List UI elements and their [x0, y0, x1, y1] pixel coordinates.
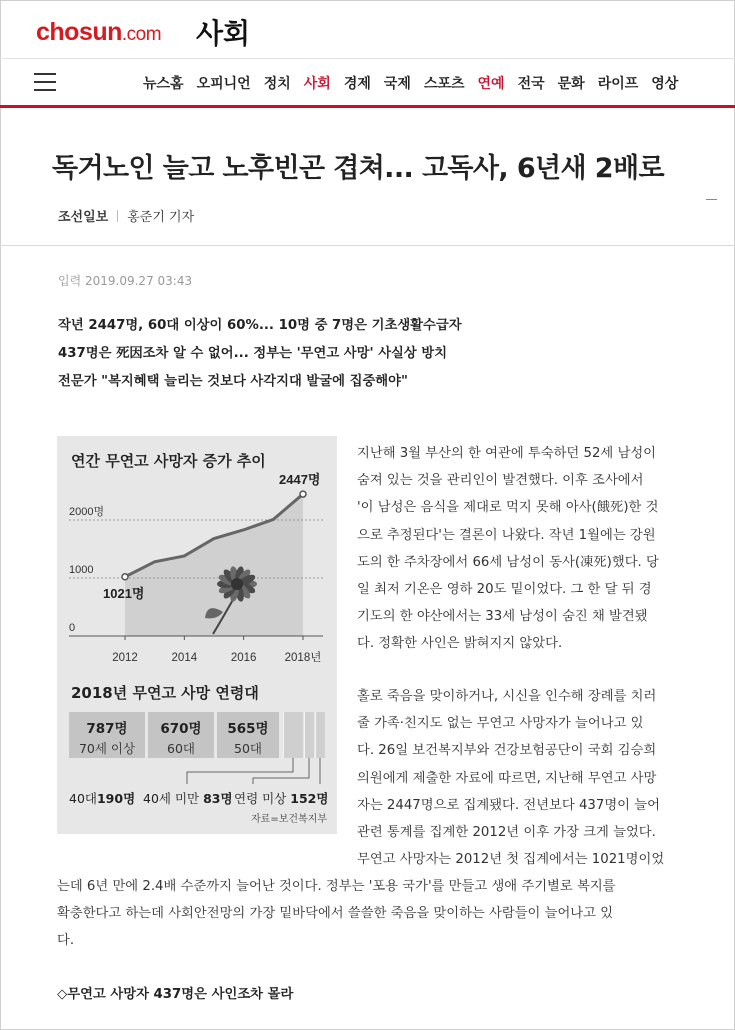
age-box-50s: 565명 50대 — [217, 712, 279, 758]
menu-icon[interactable] — [34, 73, 56, 91]
age-chart-title: 2018년 무연고 사망 연령대 — [71, 684, 259, 702]
text-line: 숨져 있는 것을 관리인이 발견했다. 이후 조사에서 — [357, 473, 644, 489]
text-line: 관련 통계를 집계한 2012년 이후 가장 크게 늘었다. — [357, 825, 656, 841]
reporter-name[interactable]: 홍준기 기자 — [127, 210, 195, 225]
text-line: 무연고 사망자는 2012년 첫 집계에서는 1021명이었 — [357, 852, 665, 868]
section-title[interactable]: 사회 — [196, 17, 251, 50]
text-line: 는데 6년 만에 2.4배 수준까지 늘어난 것이다. 정부는 '포용 국가'를 만들고 생애 주기별로 복지를 — [57, 879, 616, 894]
chart-source: 자료=보건복지부 — [251, 814, 327, 825]
age-label-40s: 40대190명 — [69, 791, 136, 806]
text-line: 의원에게 제출한 자료에 따르면, 지난해 무연고 사망 — [357, 770, 657, 786]
text-line: '이 남성은 음식을 제대로 먹지 못해 아사(餓死)한 것 — [357, 500, 659, 516]
article-subheading: ◇무연고 사망자 437명은 사인조차 몰라 — [57, 987, 294, 1002]
nav-item[interactable]: 경제 — [343, 76, 371, 92]
data-label-last: 2447명 — [279, 472, 321, 488]
nav-item[interactable]: 오피니언 — [196, 76, 251, 92]
y-tick-label: 0 — [69, 622, 76, 634]
text-line: 437명은 死因조차 알 수 없어... 정부는 '무연고 사망' 사실상 방치 — [58, 346, 448, 361]
text-line: 작년 2447명, 60대 이상이 60%... 10명 중 7명은 기초생활수급자 — [58, 318, 462, 333]
infographic — [57, 436, 337, 834]
nav-item[interactable]: 문화 — [557, 76, 585, 92]
nav-item[interactable]: 라이프 — [597, 76, 639, 92]
y-tick-label: 1000 — [69, 564, 94, 576]
text-line: 다. — [57, 933, 75, 949]
chart-title: 연간 무연고 사망자 증가 추이 — [71, 452, 266, 470]
text-line: 자는 2447명으로 집계됐다. 전년보다 437명이 늘어 — [357, 797, 660, 813]
text-line: 전문가 "복지혜택 늘리는 것보다 사각지대 발굴에 집중해야" — [58, 374, 408, 389]
age-box-70-plus: 787명 70세 이상 — [69, 712, 145, 758]
nav-item[interactable]: 사회 — [303, 76, 331, 92]
site-logo[interactable]: chosun.com — [36, 18, 162, 46]
publish-date: 입력 2019.09.27 03:43 — [58, 274, 193, 288]
article-paragraph-2 — [357, 683, 697, 873]
age-label-unknown: 연령 미상 152명 — [234, 791, 329, 806]
byline-divider — [117, 210, 118, 222]
article-headline: 독거노인 늘고 노후빈곤 겹쳐... 고독사, 6년새 2배로 — [52, 153, 664, 184]
text-line: 다. 정확한 사인은 밝혀지지 않았다. — [357, 636, 563, 652]
text-line: 도의 한 주차장에서 66세 남성이 동사(凍死)했다. 당 — [357, 554, 659, 570]
nav-item[interactable]: 전국 — [517, 76, 545, 92]
x-tick-label: 2018년 — [284, 652, 322, 664]
age-label-under-40: 40세 미만 83명 — [143, 791, 233, 806]
text-line: 으로 추정된다'는 결론이 나왔다. 작년 1월에는 강원 — [357, 527, 656, 543]
article-paragraph-2-continued — [57, 873, 697, 955]
text-line: 지난해 3월 부산의 한 여관에 투숙하던 52세 남성이 — [357, 446, 657, 461]
text-line: 홀로 죽음을 맞이하거나, 시신을 인수해 장례를 치러 — [357, 689, 657, 704]
header-divider — [0, 245, 735, 246]
nav-items — [143, 73, 691, 93]
text-line: 줄 가족·친지도 없는 무연고 사망자가 늘어나고 있 — [357, 716, 644, 732]
article-summary — [58, 312, 462, 396]
text-line: 확충한다고 하는데 사회안전망의 가장 밑바닥에서 쓸쓸한 죽음을 맞이하는 사람들이 늘어나고 있 — [57, 906, 614, 922]
nav-item[interactable]: 국제 — [383, 76, 411, 92]
nav-item[interactable]: 영상 — [651, 76, 679, 92]
text-line: 기도의 한 야산에서는 33세 남성이 숨진 채 발견됐 — [357, 609, 648, 625]
x-tick-label: 2012 — [112, 652, 138, 664]
age-callout-lines — [57, 436, 337, 834]
nav-item[interactable]: 뉴스홈 — [143, 76, 184, 92]
nav-item[interactable]: 스포츠 — [423, 76, 465, 92]
nav-item[interactable]: 연예 — [477, 76, 505, 92]
x-tick-label: 2014 — [171, 652, 198, 664]
age-box-60s: 670명 60대 — [148, 712, 214, 758]
x-tick-label: 2016 — [230, 652, 257, 664]
article-paragraph-1 — [357, 440, 697, 658]
data-label-first: 1021명 — [103, 585, 145, 601]
publisher-name[interactable]: 조선일보 — [58, 210, 109, 225]
title-accent-mark — [706, 199, 717, 200]
byline — [58, 206, 194, 225]
text-line: 다. 26일 보건복지부와 건강보험공단이 국회 김승희 — [357, 743, 657, 759]
y-tick-label: 2000명 — [69, 506, 105, 518]
main-nav — [0, 58, 735, 108]
nav-item[interactable]: 정치 — [263, 76, 291, 92]
site-header — [0, 0, 735, 58]
text-line: 일 최저 기온은 영하 20도 밑이었다. 그 한 달 뒤 경 — [357, 582, 652, 598]
